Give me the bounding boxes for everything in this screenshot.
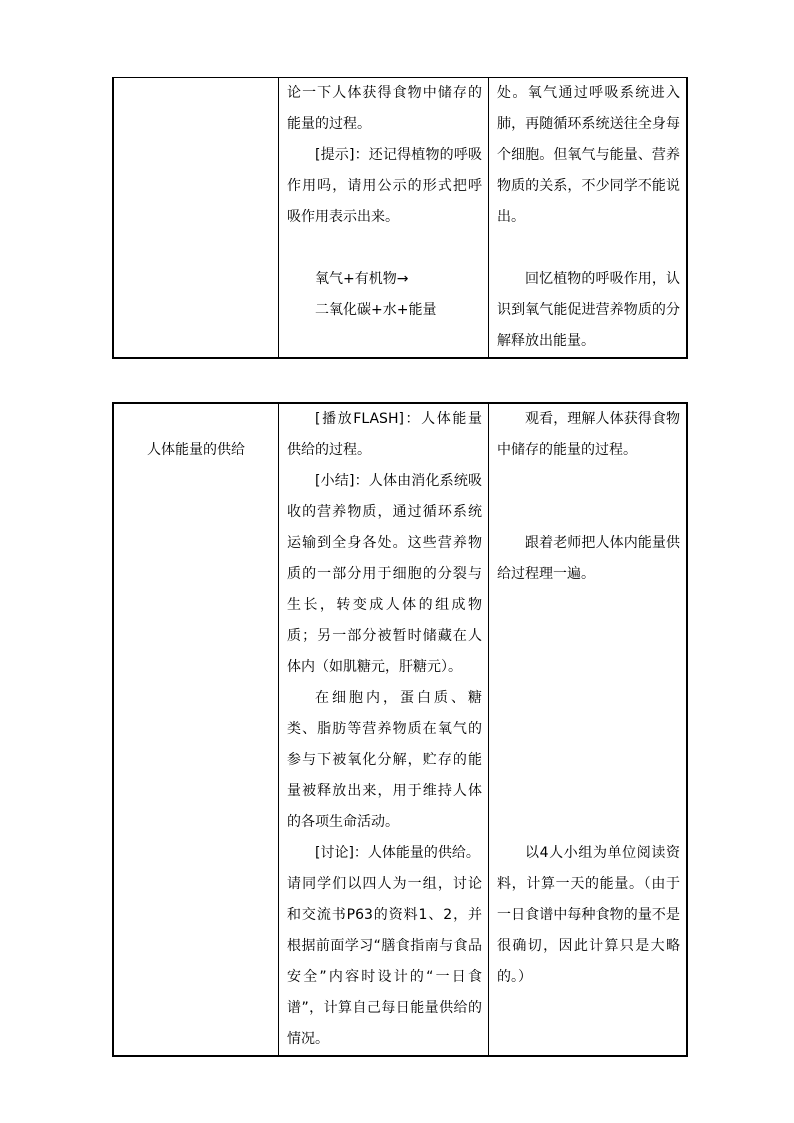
lesson-table-1 bbox=[112, 77, 688, 359]
paragraph: 回忆植物的呼吸作用，认识到氧气能促进营养物质的分解释放出能量。 bbox=[497, 271, 680, 349]
teacher-activity-cell bbox=[279, 403, 489, 1056]
lesson-table-2 bbox=[112, 402, 688, 1057]
student-activity-text bbox=[489, 404, 686, 993]
table-row bbox=[113, 403, 687, 1056]
paragraph: 处。氧气通过呼吸系统进入肺，再随循环系统送往全身每个细胞。但氧气与能量、营养物质的关系，不少同学不能说出。 bbox=[497, 85, 680, 225]
paragraph: [播放FLASH]：人体能量供给的过程。 bbox=[287, 411, 482, 458]
teacher-activity-text bbox=[279, 78, 488, 326]
topic-label: 人体能量的供给 bbox=[147, 442, 245, 458]
teacher-activity-cell bbox=[279, 78, 489, 359]
paragraph: 以4人小组为单位阅读资料，计算一天的能量。（由于一日食谱中每种食物的量不是很确切，因此计算只是大略的。） bbox=[497, 845, 680, 985]
topic-cell bbox=[113, 403, 279, 1056]
student-activity-cell bbox=[489, 78, 688, 359]
paragraph: 在细胞内，蛋白质、糖类、脂肪等营养物质在氧气的参与下被氧化分解，贮存的能量被释放出来，用于维持人体的各项生命活动。 bbox=[287, 690, 482, 830]
topic-cell bbox=[113, 78, 279, 359]
paragraph: 跟着老师把人体内能量供给过程理一遍。 bbox=[497, 535, 680, 582]
paragraph: 请同学们以四人为一组，讨论和交流书P63的资料1、2，并根据前面学习“膳食指南与食品安全”内容时设计的“一日食谱”，计算自己每日能量供给的情况。 bbox=[287, 876, 482, 1047]
paragraph: [讨论]：人体能量的供给。 bbox=[315, 845, 480, 861]
teacher-activity-text bbox=[279, 404, 488, 1055]
paragraph: 观看，理解人体获得食物中储存的能量的过程。 bbox=[497, 411, 680, 458]
paragraph: 二氧化碳+水+能量 bbox=[315, 302, 437, 318]
paragraph: [提示]：还记得植物的呼吸作用吗，请用公示的形式把呼吸作用表示出来。 bbox=[287, 147, 482, 225]
paragraph: 论一下人体获得食物中储存的能量的过程。 bbox=[287, 85, 482, 132]
paragraph: [小结]：人体由消化系统吸收的营养物质，通过循环系统运输到全身各处。这些营养物质的一部分用于细胞的分裂与生长，转变成人体的组成物质；另一部分被暂时储藏在人体内（如肌糖元，肝糖元）。 bbox=[287, 473, 482, 675]
student-activity-cell bbox=[489, 403, 688, 1056]
student-activity-text bbox=[489, 78, 686, 357]
table-row bbox=[113, 78, 687, 359]
paragraph: 氧气+有机物→ bbox=[315, 271, 409, 287]
